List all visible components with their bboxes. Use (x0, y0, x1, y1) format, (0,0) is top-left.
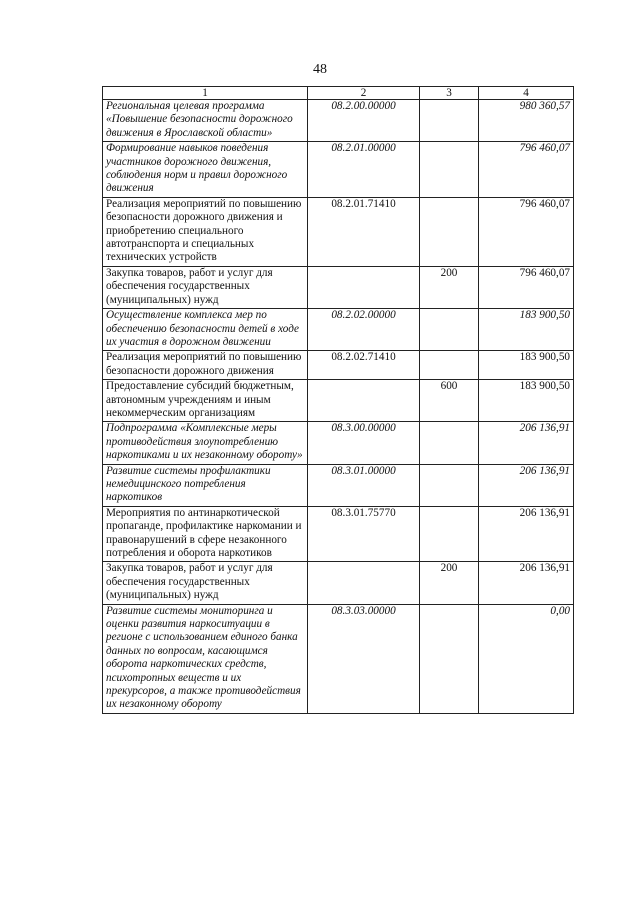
row-name: Закупка товаров, работ и услуг для обеспечения государственных (муниципальных) нужд (103, 562, 308, 604)
table-row (103, 422, 574, 464)
row-category (420, 100, 479, 142)
table-row (103, 351, 574, 380)
page-number: 48 (313, 62, 327, 77)
header-row (103, 87, 574, 100)
row-name: Подпрограмма «Комплексные меры противодействия злоупотреблению наркотиками и их незаконному обороту» (103, 422, 308, 464)
table-row (103, 506, 574, 562)
row-code: 08.2.01.00000 (308, 142, 420, 198)
row-code: 08.2.02.71410 (308, 351, 420, 380)
row-code: 08.2.02.00000 (308, 309, 420, 351)
row-name: Закупка товаров, работ и услуг для обеспечения государственных (муниципальных) нужд (103, 266, 308, 308)
row-amount: 206 136,91 (479, 422, 574, 464)
row-amount: 206 136,91 (479, 464, 574, 506)
table-row (103, 197, 574, 266)
row-name: Региональная целевая программа «Повышение безопасности дорожного движения в Ярославской области» (103, 100, 308, 142)
row-amount: 206 136,91 (479, 562, 574, 604)
table-row (103, 309, 574, 351)
row-category (420, 351, 479, 380)
row-amount: 796 460,07 (479, 266, 574, 308)
header-cell-amount: 4 (479, 87, 574, 100)
row-code: 08.3.01.75770 (308, 506, 420, 562)
row-name: Реализация мероприятий по повышению безопасности дорожного движения и приобретению специального автотранспорта и специальных технических устройств (103, 197, 308, 266)
row-category (420, 142, 479, 198)
table-row (103, 562, 574, 604)
row-name: Формирование навыков поведения участников дорожного движения, соблюдения норм и правил дорожного движения (103, 142, 308, 198)
row-amount: 206 136,91 (479, 506, 574, 562)
budget-table (102, 86, 574, 714)
row-code: 08.2.01.71410 (308, 197, 420, 266)
row-name: Развитие системы мониторинга и оценки развития наркоситуации в регионе с использованием единого банка данных по вопросам, касающимся оборота наркотических средств, психотропных веществ и их прекурсоров, а также противодействия их незаконному обороту (103, 604, 308, 713)
row-category (420, 309, 479, 351)
row-name: Осуществление комплекса мер по обеспечению безопасности детей в ходе их участия в дорожном движении (103, 309, 308, 351)
row-category (420, 506, 479, 562)
row-code (308, 266, 420, 308)
header-cell-name: 1 (103, 87, 308, 100)
row-code: 08.3.01.00000 (308, 464, 420, 506)
header-cell-code: 2 (308, 87, 420, 100)
row-name: Мероприятия по антинаркотической пропаганде, профилактике наркомании и правонарушений в сфере незаконного потребления и оборота наркотиков (103, 506, 308, 562)
row-category (420, 422, 479, 464)
row-category (420, 464, 479, 506)
row-amount: 796 460,07 (479, 142, 574, 198)
row-amount: 183 900,50 (479, 309, 574, 351)
header-cell-category: 3 (420, 87, 479, 100)
row-code: 08.3.00.00000 (308, 422, 420, 464)
row-category: 200 (420, 562, 479, 604)
table-row (103, 100, 574, 142)
row-name: Предоставление субсидий бюджетным, автономным учреждениям и иным некоммерческим организациям (103, 380, 308, 422)
row-category (420, 604, 479, 713)
table-row (103, 604, 574, 713)
row-category: 600 (420, 380, 479, 422)
table-row (103, 380, 574, 422)
row-code (308, 380, 420, 422)
row-amount: 980 360,57 (479, 100, 574, 142)
row-amount: 0,00 (479, 604, 574, 713)
table-row (103, 266, 574, 308)
row-code (308, 562, 420, 604)
row-amount: 796 460,07 (479, 197, 574, 266)
row-category (420, 197, 479, 266)
row-name: Реализация мероприятий по повышению безопасности дорожного движения (103, 351, 308, 380)
table-row (103, 464, 574, 506)
row-name: Развитие системы профилактики немедицинского потребления наркотиков (103, 464, 308, 506)
table-row (103, 142, 574, 198)
row-amount: 183 900,50 (479, 351, 574, 380)
row-code: 08.2.00.00000 (308, 100, 420, 142)
row-amount: 183 900,50 (479, 380, 574, 422)
row-category: 200 (420, 266, 479, 308)
row-code: 08.3.03.00000 (308, 604, 420, 713)
